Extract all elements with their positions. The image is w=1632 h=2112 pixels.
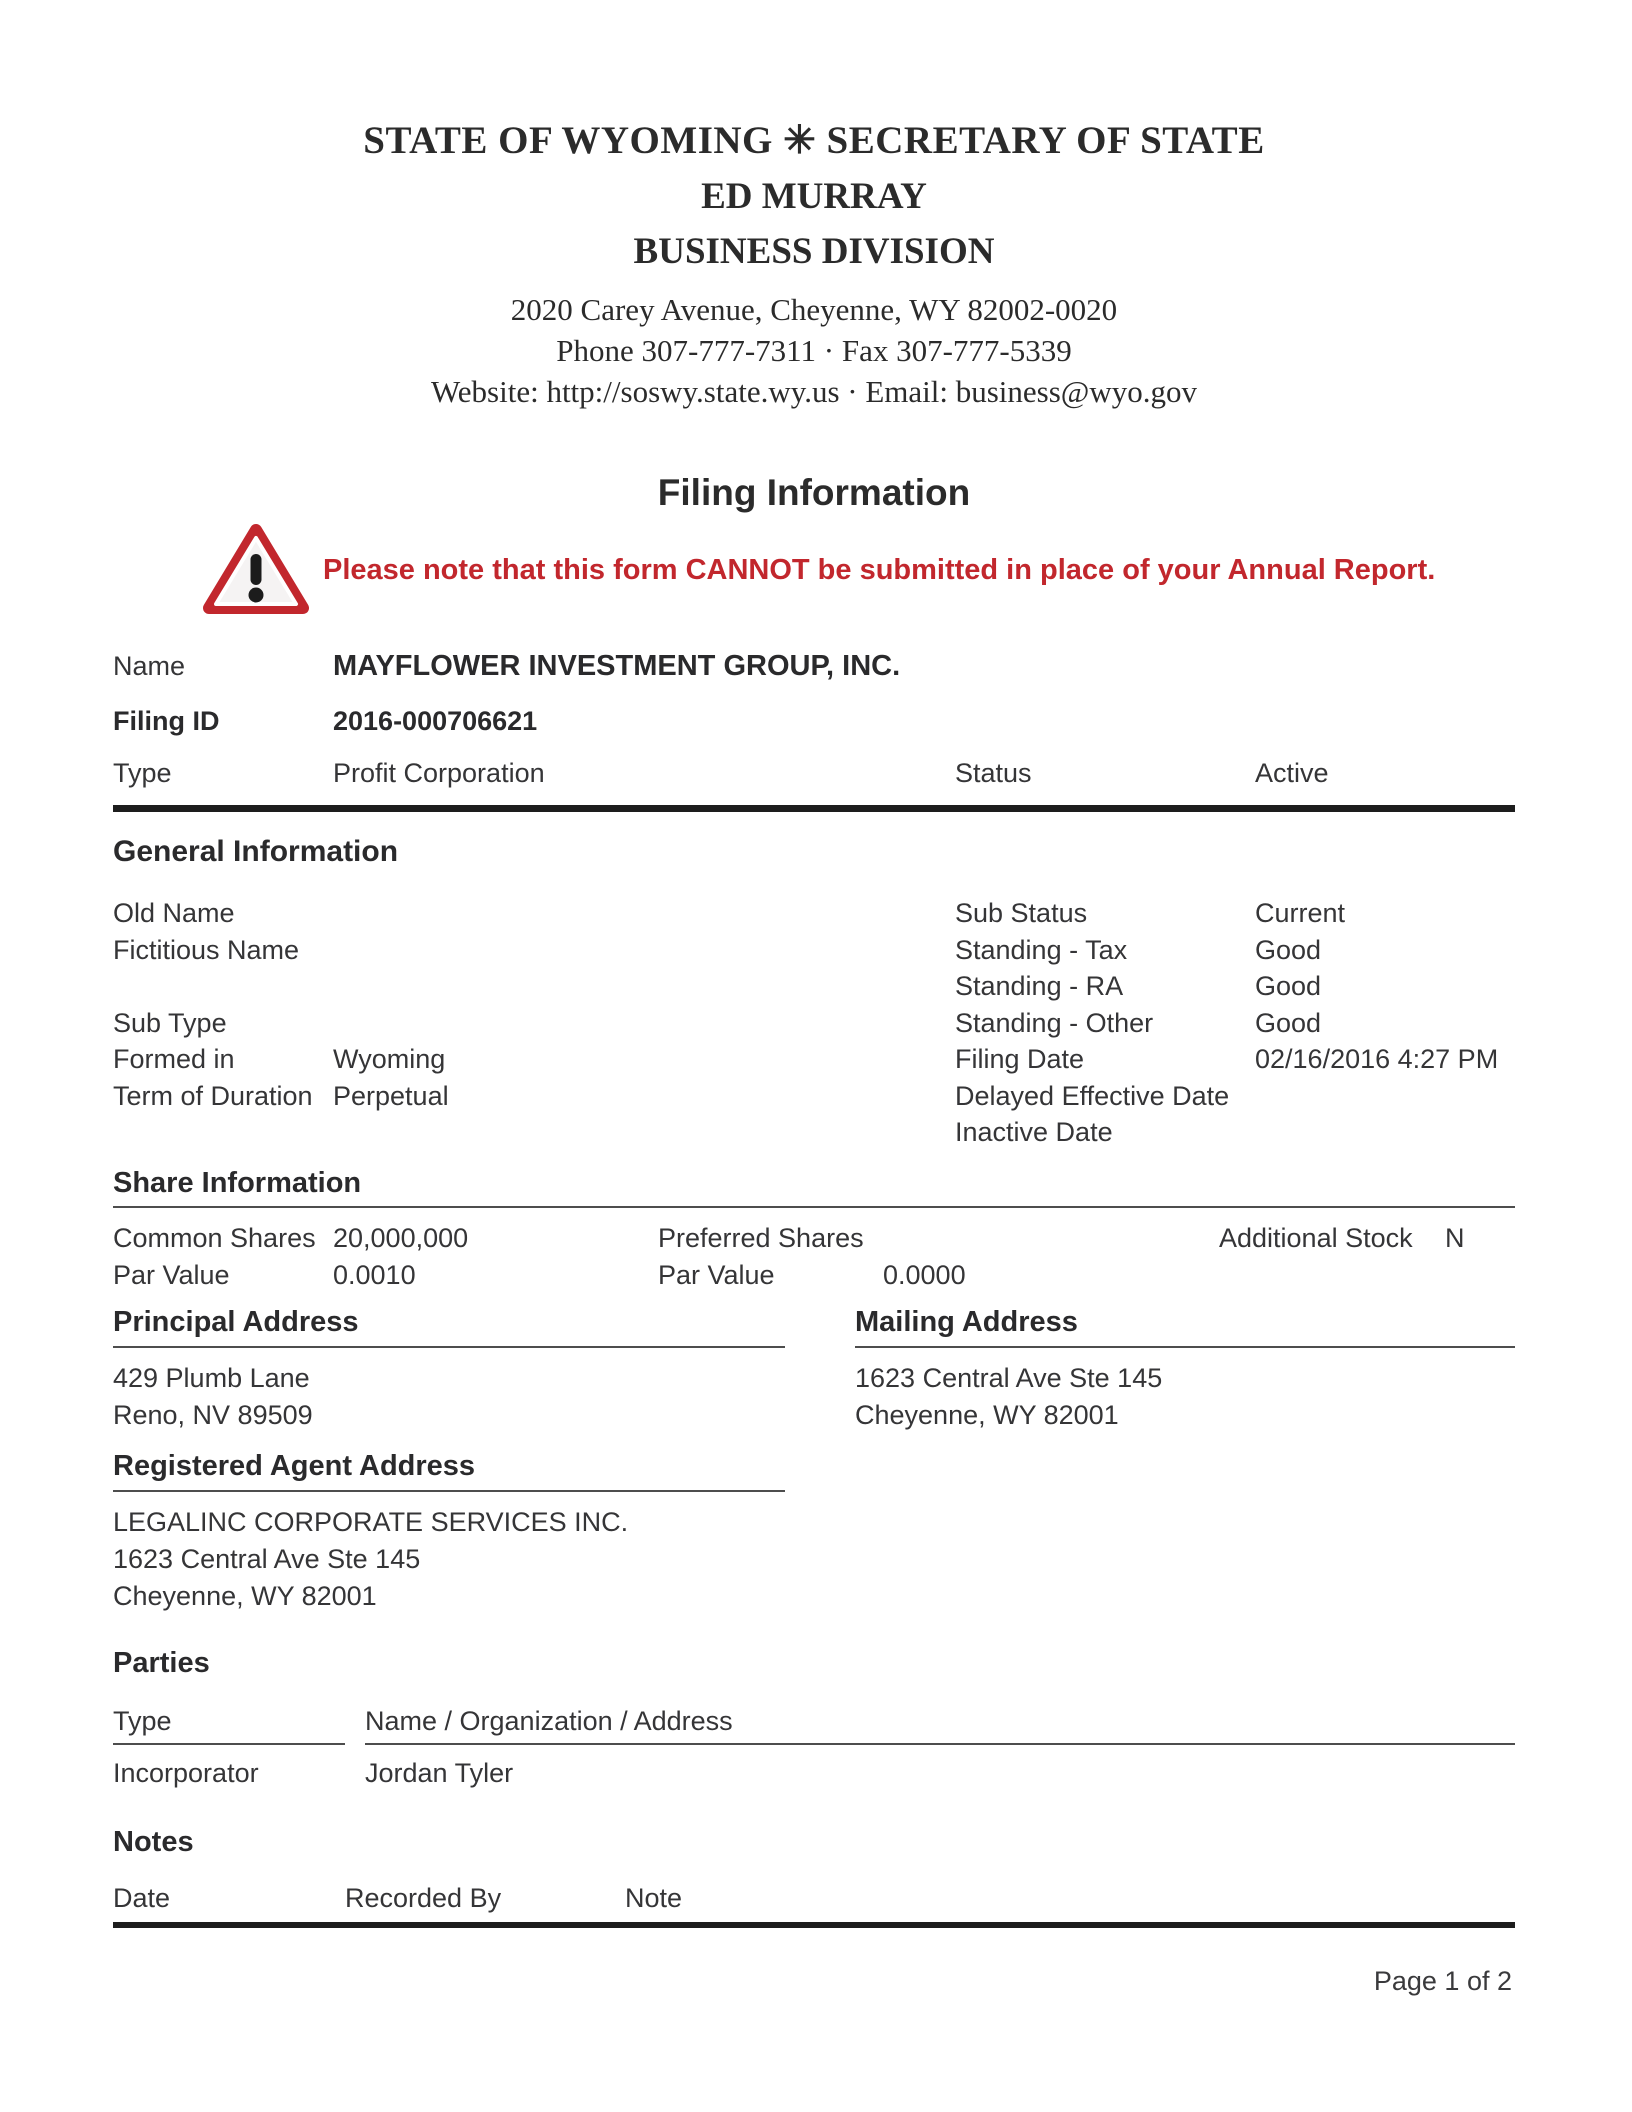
common-shares-value: 20,000,000 — [333, 1222, 469, 1253]
notes-date-column-header: Date — [113, 1882, 171, 1913]
letterhead-secretary-name: ED MURRAY — [701, 176, 927, 217]
general-info-row — [113, 932, 1515, 969]
filing-date-label: Filing Date — [955, 1044, 1085, 1074]
registered-agent-line: 1623 Central Ave Ste 145 — [113, 1543, 421, 1574]
letterhead — [113, 118, 1515, 412]
share-row-shares — [113, 1220, 1515, 1257]
type-value: Profit Corporation — [333, 758, 545, 788]
mailing-address-block — [855, 1306, 1515, 1434]
status-label: Status — [955, 758, 1032, 788]
letterhead-state-line: STATE OF WYOMING ✳ SECRETARY OF STATE — [363, 119, 1265, 162]
preferred-shares-value — [883, 1220, 1219, 1257]
general-info-row — [113, 1078, 1515, 1115]
type-label: Type — [113, 758, 172, 788]
preferred-shares-label: Preferred Shares — [658, 1222, 864, 1253]
parties-name-column-header: Name / Organization / Address — [365, 1706, 1515, 1745]
standing-ra-label: Standing - RA — [955, 971, 1124, 1001]
letterhead-phone-fax: Phone 307-777-7311 · Fax 307-777-5339 — [556, 333, 1072, 368]
registered-agent-line: LEGALINC CORPORATE SERVICES INC. — [113, 1506, 629, 1537]
common-par-value-label: Par Value — [113, 1259, 230, 1290]
principal-address-line: 429 Plumb Lane — [113, 1362, 310, 1393]
formed-in-value: Wyoming — [333, 1044, 446, 1074]
formed-in-label: Formed in — [113, 1044, 235, 1074]
delayed-effective-date-label: Delayed Effective Date — [955, 1080, 1230, 1111]
standing-ra-value: Good — [1255, 971, 1322, 1001]
parties-type-column-header: Type — [113, 1706, 345, 1745]
party-name-value: Jordan Tyler — [365, 1757, 514, 1788]
inactive-date-label: Inactive Date — [955, 1117, 1113, 1147]
term-of-duration-label: Term of Duration — [113, 1080, 313, 1111]
page-title: Filing Information — [657, 472, 971, 513]
notes-note-column-header: Note — [625, 1882, 683, 1913]
share-row-par-value — [113, 1257, 1515, 1294]
mailing-address-heading: Mailing Address — [855, 1306, 1515, 1348]
mailing-address-lines — [855, 1360, 1515, 1434]
entity-name-value: MAYFLOWER INVESTMENT GROUP, INC. — [333, 650, 901, 682]
filing-id-row — [113, 706, 1515, 737]
mailing-address-line: 1623 Central Ave Ste 145 — [855, 1362, 1163, 1393]
common-shares-label: Common Shares — [113, 1222, 316, 1253]
general-info-row — [113, 1005, 1515, 1042]
sub-type-value — [333, 1005, 955, 1042]
share-information-table — [113, 1220, 1515, 1294]
sub-status-label: Sub Status — [955, 898, 1088, 928]
registered-agent-block — [113, 1450, 1515, 1615]
fictitious-name-label: Fictitious Name — [113, 934, 300, 965]
status-value: Active — [1255, 758, 1329, 788]
mailing-address-line: Cheyenne, WY 82001 — [855, 1399, 1119, 1430]
annual-report-warning — [113, 520, 1515, 620]
page-number: Page 1 of 2 — [1373, 1966, 1512, 1996]
letterhead-website-email: Website: http://soswy.state.wy.us · Email: business@wyo.gov — [431, 374, 1197, 409]
general-info-row — [113, 1041, 1515, 1078]
registered-agent-line: Cheyenne, WY 82001 — [113, 1580, 377, 1611]
general-info-row — [113, 1114, 1515, 1151]
term-of-duration-value: Perpetual — [333, 1080, 449, 1111]
name-row — [113, 650, 1515, 683]
warning-text: Please note that this form CANNOT be submitted in place of your Annual Report. — [323, 553, 1436, 586]
parties-table-header — [113, 1706, 1515, 1745]
name-label: Name — [113, 651, 186, 681]
warning-triangle-icon — [203, 524, 309, 616]
sub-type-label: Sub Type — [113, 1007, 227, 1038]
type-status-row — [113, 758, 1515, 789]
notes-heading: Notes — [113, 1825, 194, 1858]
old-name-value — [333, 895, 955, 932]
address-columns — [113, 1306, 1515, 1434]
common-par-value: 0.0010 — [333, 1259, 416, 1290]
filing-date-value: 02/16/2016 4:27 PM — [1255, 1044, 1499, 1074]
party-type-value: Incorporator — [113, 1757, 259, 1788]
additional-stock-label: Additional Stock — [1219, 1222, 1413, 1253]
letterhead-address: 2020 Carey Avenue, Cheyenne, WY 82002-0020 — [510, 292, 1118, 327]
sub-status-value: Current — [1255, 898, 1346, 928]
notes-table-header — [113, 1883, 1515, 1914]
registered-agent-heading: Registered Agent Address — [113, 1450, 785, 1492]
letterhead-division: BUSINESS DIVISION — [633, 231, 995, 272]
share-information-heading: Share Information — [113, 1167, 1515, 1208]
additional-stock-value: N — [1445, 1222, 1465, 1253]
party-row — [113, 1755, 1515, 1792]
principal-address-lines — [113, 1360, 785, 1434]
preferred-par-value-label: Par Value — [658, 1259, 775, 1290]
standing-tax-label: Standing - Tax — [955, 934, 1128, 965]
general-info-row — [113, 968, 1515, 1005]
standing-tax-value: Good — [1255, 934, 1322, 965]
principal-address-block — [113, 1306, 785, 1434]
fictitious-name-value — [333, 932, 955, 969]
delayed-effective-date-value — [1255, 1078, 1515, 1115]
inactive-date-value — [1255, 1114, 1515, 1151]
filing-id-value: 2016-000706621 — [333, 706, 538, 736]
standing-other-value: Good — [1255, 1007, 1322, 1038]
preferred-par-value: 0.0000 — [883, 1259, 966, 1290]
general-info-row — [113, 895, 1515, 932]
section-divider-rule — [113, 805, 1515, 812]
general-information-table — [113, 895, 1515, 1151]
registered-agent-lines — [113, 1504, 1515, 1615]
principal-address-heading: Principal Address — [113, 1306, 785, 1348]
principal-address-line: Reno, NV 89509 — [113, 1399, 313, 1430]
old-name-label: Old Name — [113, 898, 235, 928]
standing-other-label: Standing - Other — [955, 1007, 1154, 1038]
filing-id-label: Filing ID — [113, 706, 220, 736]
notes-divider-rule — [113, 1922, 1515, 1928]
general-information-heading: General Information — [113, 835, 399, 868]
parties-heading: Parties — [113, 1646, 210, 1679]
notes-recorded-by-column-header: Recorded By — [345, 1882, 502, 1913]
